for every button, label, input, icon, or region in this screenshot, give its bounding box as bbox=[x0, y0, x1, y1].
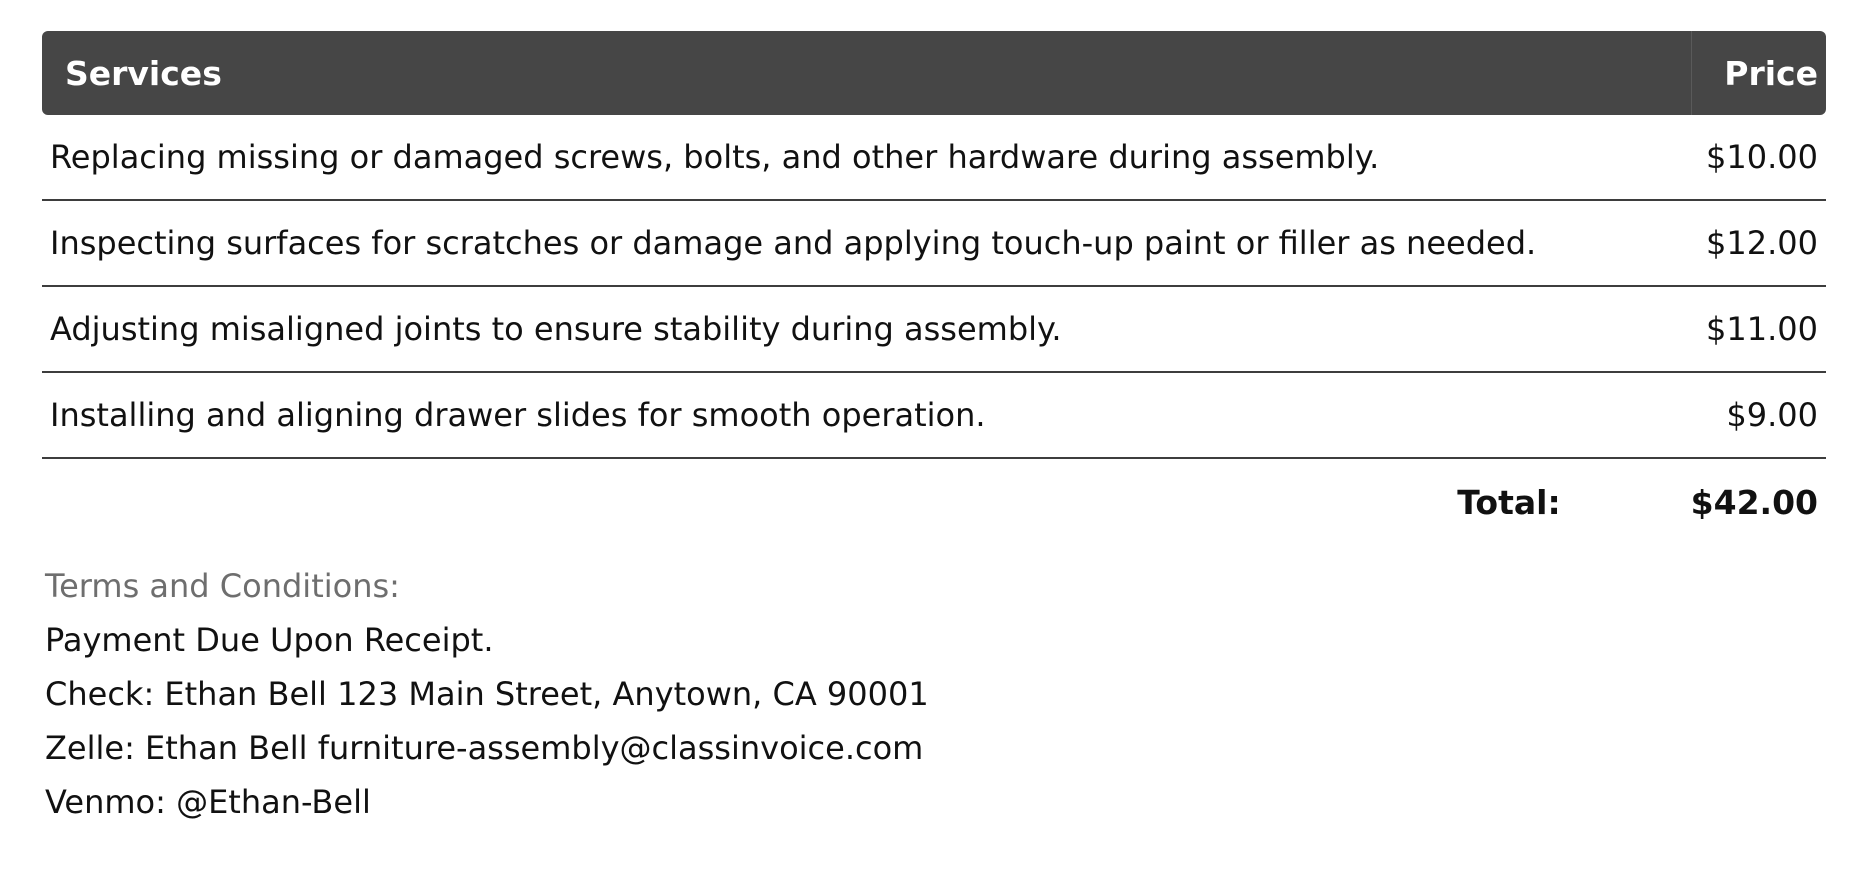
table-row bbox=[42, 201, 1826, 287]
services-table bbox=[42, 31, 1826, 459]
service-price: $11.00 bbox=[1691, 287, 1826, 373]
total-label: Total: bbox=[1457, 482, 1561, 522]
service-description: Installing and aligning drawer slides for smooth operation. bbox=[42, 373, 1691, 459]
table-row bbox=[42, 373, 1826, 459]
service-description: Adjusting misaligned joints to ensure stability during assembly. bbox=[42, 287, 1691, 373]
terms-section bbox=[42, 559, 1826, 829]
terms-line-payment: Payment Due Upon Receipt. bbox=[45, 621, 494, 659]
service-description: Inspecting surfaces for scratches or damage and applying touch-up paint or filler as needed. bbox=[42, 201, 1691, 287]
total-row bbox=[42, 459, 1826, 545]
service-price: $10.00 bbox=[1691, 115, 1826, 201]
services-column-header: Services bbox=[42, 31, 1691, 115]
table-row bbox=[42, 287, 1826, 373]
terms-line-zelle: Zelle: Ethan Bell furniture-assembly@classinvoice.com bbox=[45, 729, 924, 767]
terms-line-check: Check: Ethan Bell 123 Main Street, Anytown, CA 90001 bbox=[45, 675, 929, 713]
terms-line-venmo: Venmo: @Ethan-Bell bbox=[45, 783, 371, 821]
table-header bbox=[42, 31, 1826, 115]
service-price: $12.00 bbox=[1691, 201, 1826, 287]
service-description: Replacing missing or damaged screws, bolts, and other hardware during assembly. bbox=[42, 115, 1691, 201]
table-row bbox=[42, 115, 1826, 201]
terms-title: Terms and Conditions: bbox=[45, 567, 400, 605]
table-body bbox=[42, 115, 1826, 459]
invoice bbox=[42, 31, 1826, 829]
price-column-header: Price bbox=[1691, 31, 1826, 115]
service-price: $9.00 bbox=[1691, 373, 1826, 459]
header-row bbox=[42, 31, 1826, 115]
total-value: $42.00 bbox=[1690, 482, 1818, 522]
